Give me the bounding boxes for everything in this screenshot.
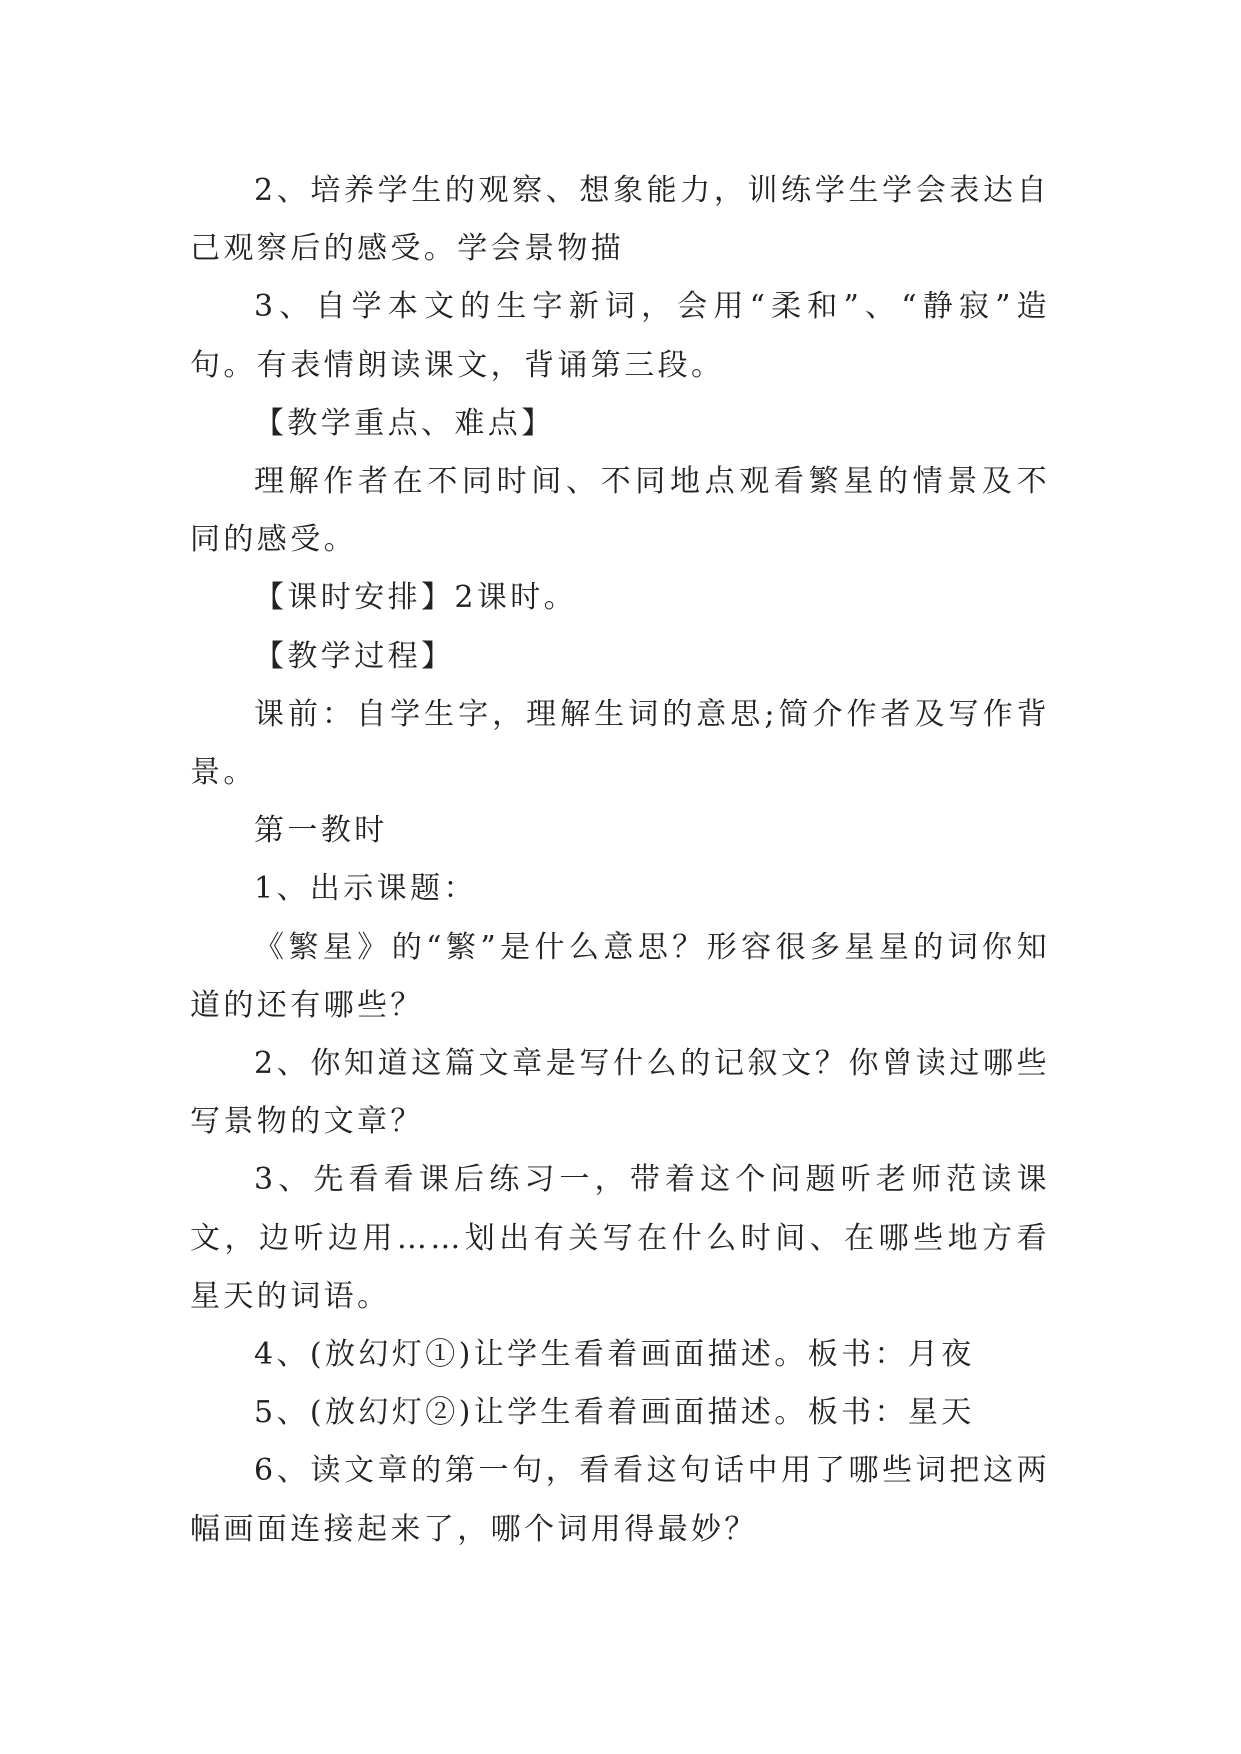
paragraph-pre-class: 课前：自学生字，理解生词的意思;简介作者及写作背景。 <box>190 696 1050 791</box>
paragraph-step-1-question: 《繁星》的“繁”是什么意思？形容很多星星的词你知道的还有哪些？ <box>190 929 1050 1023</box>
paragraph-step-5: 5、(放幻灯②)让学生看着画面描述。板书：星天 <box>254 1395 975 1431</box>
paragraph-class-schedule: 【课时安排】2课时。 <box>254 580 578 616</box>
heading-key-difficult-points: 【教学重点、难点】 <box>254 405 555 441</box>
paragraph-step-4: 4、(放幻灯①)让学生看着画面描述。板书：月夜 <box>254 1337 975 1373</box>
paragraph-step-6: 6、读文章的第一句，看看这句话中用了哪些词把这两幅画面连接起来了，哪个词用得最妙？ <box>190 1453 1050 1547</box>
document-body <box>190 162 1050 1559</box>
paragraph-objective-3: 3、自学本文的生字新词，会用“柔和”、“静寂”造句。有表情朗读课文，背诵第三段。 <box>190 289 1050 383</box>
paragraph-step-2: 2、你知道这篇文章是写什么的记叙文？你曾读过哪些写景物的文章？ <box>190 1046 1050 1140</box>
paragraph-key-points: 理解作者在不同时间、不同地点观看繁星的情景及不同的感受。 <box>190 464 1050 558</box>
paragraph-objective-2: 2、培养学生的观察、想象能力，训练学生学会表达自己观察后的感受。学会景物描 <box>190 173 1050 267</box>
paragraph-step-3: 3、先看看课后练习一，带着这个问题听老师范读课文，边听边用……划出有关写在什么时间、在哪些地方看星天的词语。 <box>190 1162 1050 1314</box>
heading-first-lesson: 第一教时 <box>254 813 388 849</box>
heading-teaching-process: 【教学过程】 <box>254 638 455 674</box>
paragraph-step-1: 1、出示课题： <box>254 871 477 907</box>
